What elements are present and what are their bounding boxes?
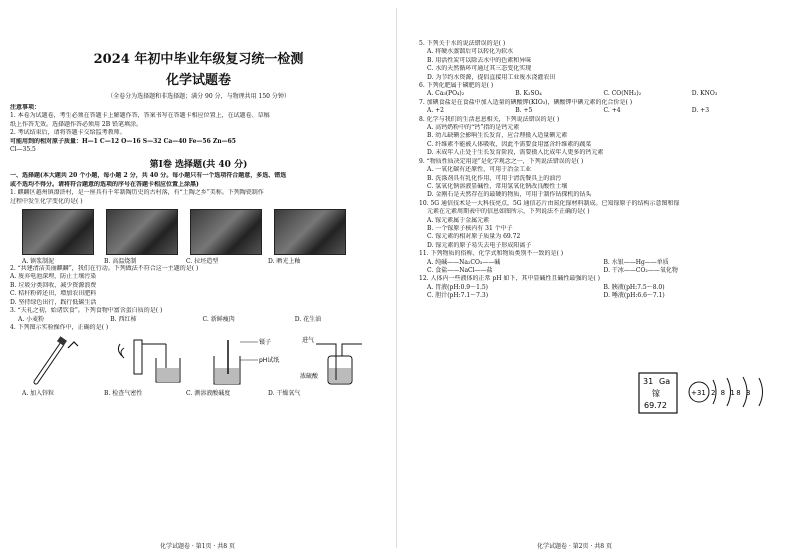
test-tube-figure	[22, 334, 106, 388]
q6-option: B. K₂SO₄	[515, 90, 542, 98]
exam-title: 2024 年初中毕业年级复习统一检测	[93, 52, 304, 67]
q6-option: A. Ca₃(PO₄)₂	[427, 90, 465, 98]
q5-q6-block	[419, 40, 780, 90]
text-line: 过程中发生化学变化的是( )	[10, 197, 83, 205]
q12-option: A. 胃液(pH:0.9～1.5)	[427, 283, 489, 291]
q1-photo-b	[106, 209, 178, 255]
q7-option: B. +5	[515, 107, 533, 115]
electron-shells: 2 8 18 3	[711, 389, 752, 397]
q1-photo-d	[274, 209, 346, 255]
q12-options-row2	[419, 292, 780, 300]
atomic-number: 31	[643, 377, 654, 386]
q6-option: C. CO(NH₂)₂	[603, 90, 642, 98]
text-line: 或不选均不得分。请将符合题意的选项的序号在答题卡相应位置上涂黑)	[10, 180, 199, 188]
q4-caption: A. 加入锌粒	[22, 390, 55, 398]
q7-option: A. +2	[427, 107, 444, 115]
q12-option: C. 胆汁(pH:7.1～7.3)	[427, 292, 489, 300]
atomic-mass: 69.72	[644, 401, 667, 410]
q7-option: D. +3	[691, 107, 710, 115]
q3-option: A. 小麦粉	[18, 315, 45, 323]
q12-option: D. 唾液(pH:6.6～7.1)	[603, 292, 665, 300]
text-line: C. 纤维素不能被人体吸收，因此不需要食用富含纤维素的蔬菜	[427, 140, 592, 148]
text-line: B. 用活性炭可以除去水中的色素和异味	[427, 56, 532, 64]
q12-option: B. 胰液(pH:7.5～8.0)	[603, 283, 665, 291]
text-line: 10. 5G 通信技术是一大科技亮点，5G 通信芯片由氮化镓材料制成。已知镓原子的结构示意图和镓	[419, 199, 680, 207]
text-line: B. 垃圾分类回收，减少资源浪费	[10, 281, 97, 289]
text-line: C. 氢氧化钠溶液显碱性，常用氢氧化钠改良酸性土壤	[427, 182, 568, 190]
text-line: A. 将硬水蒸馏后可以转化为软水	[427, 48, 514, 56]
page-footer: 化学试题卷 · 第1页 · 共8 页	[160, 543, 235, 550]
q4-caption: D. 干燥氧气	[268, 390, 301, 398]
q11-option: D. 干冰——CO₂——氧化物	[603, 266, 678, 274]
element-symbol: Ga	[659, 377, 671, 386]
nucleus-charge: +31	[691, 389, 706, 397]
q1-images	[22, 209, 387, 255]
q12-options-row1	[419, 284, 780, 292]
text-line: 2. 考试结束后，请将答题卡交给监考教师。	[10, 129, 126, 137]
gallium-periodic-cell	[637, 371, 679, 415]
text-line: 可能用到的相对原子质量：H—1 C—12 O—16 S—32 Ca—40 Fe—56 Zn—65	[10, 137, 236, 145]
q3-option: C. 新鲜瘦肉	[202, 315, 235, 323]
q2-block	[10, 265, 387, 315]
acid-label: 浓硫酸	[300, 373, 319, 381]
text-line: D. 未成年人正处于生长发育阶段，需要摄入比成年人更多的钙元素	[427, 149, 604, 157]
instruction-block	[10, 172, 387, 206]
q3-options	[10, 316, 387, 324]
q1-caption: D. 晒光上釉	[268, 258, 301, 266]
q7-stem: 7. 加碘食盐是在食盐中加入适量的碘酸钾(KIO₃)，碘酸钾中碘元素的化合价是( )	[419, 98, 633, 106]
notice-block	[10, 104, 387, 154]
text-line: D. 坚持绿色出行，践行低碳生活	[10, 298, 97, 306]
exam-subtitle: 化学试题卷	[165, 73, 231, 88]
drying-oxygen-figure	[298, 334, 382, 388]
q11-option: C. 食盐——NaCl——盐	[427, 266, 493, 274]
text-line: D. 金刚石是天然存在的最硬的物质，可用于制作钻探机的钻头	[427, 191, 592, 199]
text-line: 纸上作答无效。选择题作答必须用 2B 铅笔填涂。	[10, 120, 143, 128]
text-line: D. 为节约水资源，提倡直接用工业废水浇灌农田	[427, 73, 556, 81]
q1-caption: A. 镇浆制泥	[22, 258, 55, 266]
gallium-atom-structure	[687, 372, 777, 412]
gas-in-label: 进气	[302, 337, 315, 345]
q7-option: C. +4	[603, 107, 621, 115]
exam-page-2	[397, 0, 794, 556]
text-line: A. 高钙奶粉中的“钙”指的是钙元素	[427, 124, 520, 132]
text-line: D. 镓元素的原子易失去电子形成阳离子	[427, 241, 532, 249]
text-line: 9. “物质性质决定用途”是化学观念之一，下列说法错误的是( )	[419, 157, 584, 165]
text-line: 1. 本卷为试题卷，考生必须在答题卡上解题作答，答案书写在答题卡相应位置上，在试题卷、草稿	[10, 112, 270, 120]
q3-option: D. 花生油	[294, 315, 322, 323]
exam-note: （全卷分为选择题和非选择题；满分 90 分，与物理共用 150 分钟）	[107, 93, 290, 100]
text-line: 6. 下列化肥属于磷肥的是( )	[419, 82, 494, 90]
q4-caption: C. 测溶液酸碱度	[186, 390, 231, 398]
text-line: 5. 下列关于水的说法错误的是( )	[419, 40, 506, 47]
q4-caption: B. 检查气密性	[104, 390, 143, 398]
tongs-label: 镊子	[259, 339, 272, 347]
q11-options-row2	[419, 267, 780, 275]
q1-photo-a	[22, 209, 94, 255]
q12-stem: 12. 人体内一些液体的正常 pH 如下，其中显碱性且碱性最强的是( )	[419, 275, 600, 283]
text-line: C. 秸秆粉碎还田，增加农田肥料	[10, 290, 97, 298]
text-line: 1. 麒麟区越州镇潦浒村，是一座具有千年制陶历史的古村落，有“土陶之乡”美称。下列陶瓷制作	[10, 189, 264, 197]
ph-test-figure	[206, 334, 290, 388]
page-footer: 化学试题卷 · 第2页 · 共8 页	[537, 543, 612, 550]
text-line: 注意事项：	[10, 104, 41, 111]
q1-captions	[22, 256, 387, 265]
ph-paper-label: pH试纸	[259, 357, 280, 365]
q8-q11-block	[419, 116, 780, 259]
text-line: 8. 化学与我们的生活息息相关，下列说法错误的是( )	[419, 115, 560, 123]
q11-option: B. 水银——Hg——单质	[603, 258, 669, 266]
text-line: 3. “夫礼之初，始诸饮食”。下列食物中富含蛋白质的是( )	[10, 307, 163, 315]
q1-caption: C. 拉坯造型	[186, 258, 219, 266]
q11-options-row1	[419, 259, 780, 267]
q3-option: B. 西红柿	[110, 315, 137, 323]
text-line: C. 水的天然循环可通过其三态变化实现	[427, 65, 532, 73]
text-line: B. 洗涤剂具有乳化作用，可用于清洗餐具上的油污	[427, 174, 562, 182]
q4-lab-figures	[22, 334, 387, 388]
q11-option: A. 纯碱——Na₂CO₃——碱	[427, 258, 501, 266]
text-line: A. 镓元素属于金属元素	[427, 216, 490, 224]
text-line: B. 幼儿缺碘会影响生长发育，应合理摄入适量碘元素	[427, 132, 568, 140]
text-line: 一、选择题(本大题共 20 个小题，每小题 2 分，共 40 分。每小题只有一个选项符合题意，多选、错选	[10, 172, 287, 180]
q1-caption: B. 高温烧制	[104, 258, 137, 266]
element-name: 镓	[652, 389, 660, 398]
text-line: 11. 下列物质的俗称、化学式和物质类别不一致的是( )	[419, 250, 564, 258]
q4-stem: 4. 下列图示实验操作中，正确的是( )	[10, 323, 109, 331]
q6-options	[419, 90, 780, 98]
q4-captions	[22, 388, 387, 397]
text-line: B. 一个镓原子核内有 31 个中子	[427, 224, 513, 232]
text-line: A. 废弃电池深埋，防止土壤污染	[10, 273, 97, 281]
q6-option: D. KNO₃	[691, 90, 718, 98]
text-line: C. 镓元素的相对原子质量为 69.72	[427, 233, 521, 241]
text-line: 2. “共建清洁美丽麒麟”，我们在行动。下列做法不符合这一主题的是( )	[10, 265, 199, 273]
text-line: 元素在元素周期表中的信息如图所示，下列说法不正确的是( )	[427, 208, 590, 216]
text-line: Cl—35.5	[10, 146, 36, 154]
section-heading: 第Ⅰ卷 选择题(共 40 分)	[149, 160, 248, 171]
text-line: A. 一氧化碳有还原性，可用于冶金工业	[427, 166, 532, 174]
airtightness-figure	[114, 334, 198, 388]
q7-options	[419, 107, 780, 115]
q1-photo-c	[190, 209, 262, 255]
